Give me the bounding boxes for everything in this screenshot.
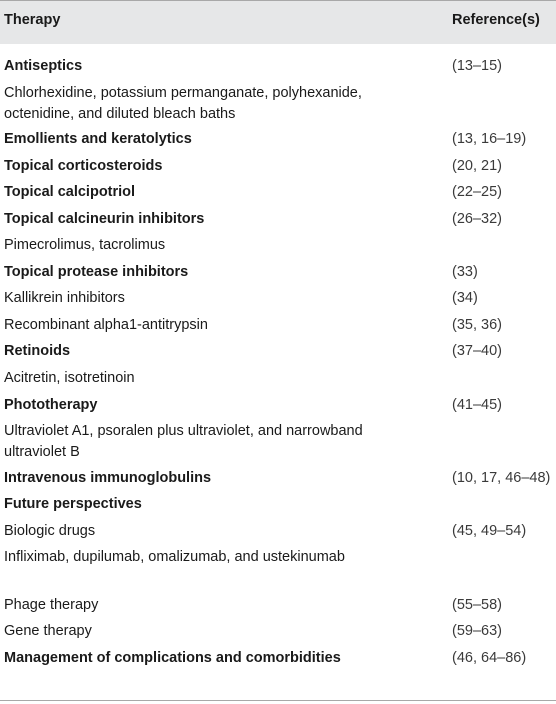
therapy-cell: Topical protease inhibitors [4,264,189,280]
therapy-cell: Topical calcipotriol [4,184,136,200]
therapy-cell: Biologic drugs [4,523,96,539]
references-cell: (13–15) [452,58,502,74]
therapy-cell: Topical corticosteroids [4,158,163,174]
therapy-cell: Antiseptics [4,58,83,74]
therapy-cell: Intravenous immunoglobulins [4,470,212,486]
therapy-cell: Acitretin, isotretinoin [4,370,135,386]
header-therapy: Therapy [4,12,61,28]
therapy-cell: Phototherapy [4,397,98,413]
references-cell: (20, 21) [452,158,502,174]
therapy-cell: Gene therapy [4,623,92,639]
references-cell: (37–40) [452,343,502,359]
references-cell: (35, 36) [452,317,502,333]
references-cell: (34) [452,290,478,306]
references-cell: (10, 17, 46–48) [452,470,551,486]
therapy-cell: Recombinant alpha1-antitrypsin [4,317,208,333]
references-cell: (41–45) [452,397,502,413]
references-cell: (22–25) [452,184,502,200]
table-bottom-rule [0,700,556,701]
references-cell: (33) [452,264,478,280]
references-cell: (45, 49–54) [452,523,527,539]
therapy-cell: Chlorhexidine, potassium permanganate, polyhexanide, octenidine, and diluted bleach baths [4,85,362,122]
therapy-cell: Future perspectives [4,496,142,512]
header-references: Reference(s) [452,12,540,28]
table-header [0,0,556,44]
references-cell: (55–58) [452,597,502,613]
therapy-cell: Kallikrein inhibitors [4,290,125,306]
therapy-cell: Topical calcineurin inhibitors [4,211,205,227]
therapy-cell: Ultraviolet A1, psoralen plus ultraviolet, and narrowband ultraviolet B [4,423,363,460]
therapy-cell: Phage therapy [4,597,99,613]
therapy-cell: Management of complications and comorbidities [4,650,341,666]
therapy-cell: Retinoids [4,343,71,359]
therapy-cell: Emollients and keratolytics [4,131,192,147]
therapy-cell: Pimecrolimus, tacrolimus [4,237,166,253]
therapy-cell: Infliximab, dupilumab, omalizumab, and ustekinumab [4,549,345,565]
references-cell: (13, 16–19) [452,131,527,147]
references-cell: (46, 64–86) [452,650,527,666]
references-cell: (26–32) [452,211,502,227]
references-cell: (59–63) [452,623,502,639]
